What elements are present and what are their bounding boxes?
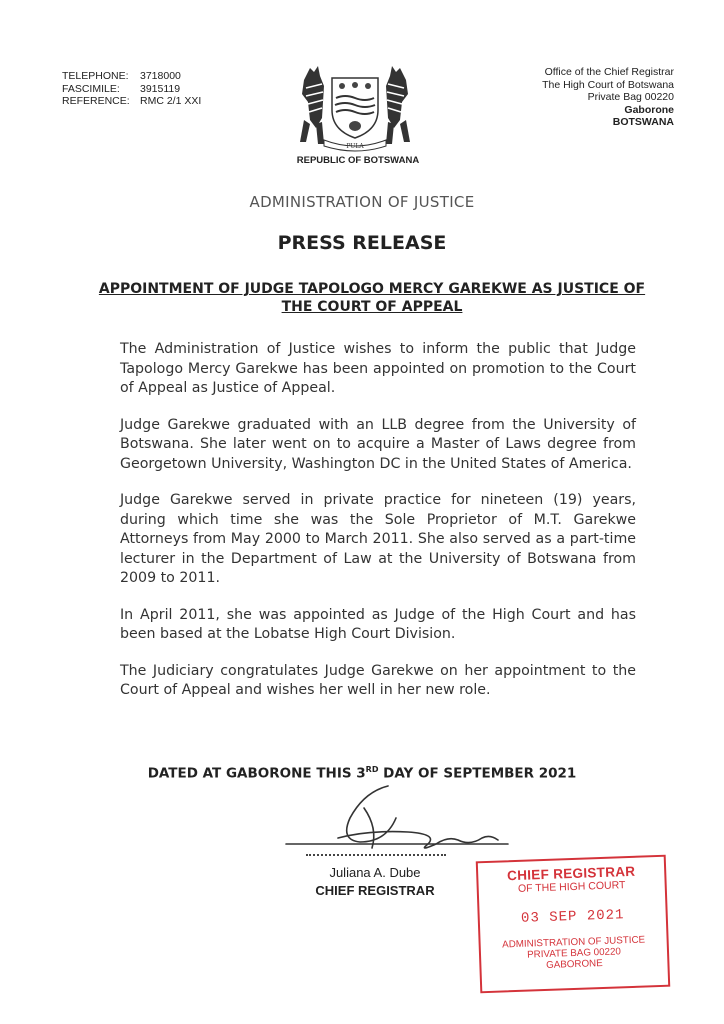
dated-ordinal: RD xyxy=(365,765,379,774)
stamp-date: 03 SEP 2021 xyxy=(520,907,625,927)
signer-block xyxy=(300,864,450,900)
signer-role: CHIEF REGISTRAR xyxy=(315,883,435,898)
reference-value: RMC 2/1 XXI xyxy=(140,95,202,107)
telephone-value: 3718000 xyxy=(140,70,181,82)
stamp-footer xyxy=(481,934,668,973)
address-block xyxy=(542,66,674,129)
stamp-title: CHIEF REGISTRAR xyxy=(506,863,636,884)
paragraph: Judge Garekwe served in private practice for nineteen (19) years, during which time she was the Sole Proprietor of M.T. Garekwe Attorneys from May 2000 to March 2011. She also served as a part-time lecturer in the Department of Law at the University of Botswana from 2009 to 2011. xyxy=(120,492,636,586)
paragraph: The Judiciary congratulates Judge Garekwe on her appointment to the Court of Appeal and wishes her well in her new role. xyxy=(120,662,636,698)
office-heading: ADMINISTRATION OF JUSTICE xyxy=(249,193,475,211)
page-title: PRESS RELEASE xyxy=(277,232,447,254)
dated-suffix: DAY OF SEPTEMBER 2021 xyxy=(378,765,577,782)
emblem-motto: PULA xyxy=(346,143,364,150)
fax-row xyxy=(62,83,201,96)
address-country: BOTSWANA xyxy=(612,116,674,128)
fax-label: FASCIMILE: xyxy=(62,82,120,95)
address-line: The High Court of Botswana xyxy=(542,78,674,91)
reference-label: REFERENCE: xyxy=(62,95,130,107)
stamp-subtitle: OF THE HIGH COURT xyxy=(517,879,626,895)
coat-of-arms-emblem xyxy=(290,58,420,154)
address-city: Gaborone xyxy=(624,103,674,116)
body-text xyxy=(120,340,636,718)
fax-value: 3915119 xyxy=(140,82,181,95)
telephone-label: TELEPHONE: xyxy=(62,70,129,82)
reference-row xyxy=(62,95,201,108)
signature-line xyxy=(306,854,446,856)
dated-prefix: DATED AT GABORONE THIS 3 xyxy=(147,765,366,782)
stamp-footer-line: ADMINISTRATION OF JUSTICE xyxy=(502,934,646,951)
address-line: Office of the Chief Registrar xyxy=(544,66,674,78)
stamp-footer-line: PRIVATE BAG 00220 xyxy=(526,946,622,961)
contact-block xyxy=(62,70,201,108)
paragraph: In April 2011, she was appointed as Judge of the High Court and has been based at the Lobatse High Court Division. xyxy=(120,606,636,642)
signer-name: Juliana A. Dube xyxy=(329,865,421,880)
paragraph: Judge Garekwe graduated with an LLB degree from the University of Botswana. She later went on to acquire a Master of Laws degree from Georgetown University, Washington DC in the United States of America. xyxy=(120,416,636,472)
stamp-footer-line: GABORONE xyxy=(545,957,603,971)
address-line: Private Bag 00220 xyxy=(587,91,674,103)
telephone-row xyxy=(62,70,201,83)
republic-label: REPUBLIC OF BOTSWANA xyxy=(296,155,420,166)
subject-heading: APPOINTMENT OF JUDGE TAPOLOGO MERCY GAREKWE AS JUSTICE OF THE COURT OF APPEAL xyxy=(98,281,646,315)
paragraph: The Administration of Justice wishes to inform the public that Judge Tapologo Mercy Garekwe has been appointed on promotion to the Court of Appeal as Justice of Appeal. xyxy=(120,341,636,396)
official-stamp xyxy=(476,855,670,994)
